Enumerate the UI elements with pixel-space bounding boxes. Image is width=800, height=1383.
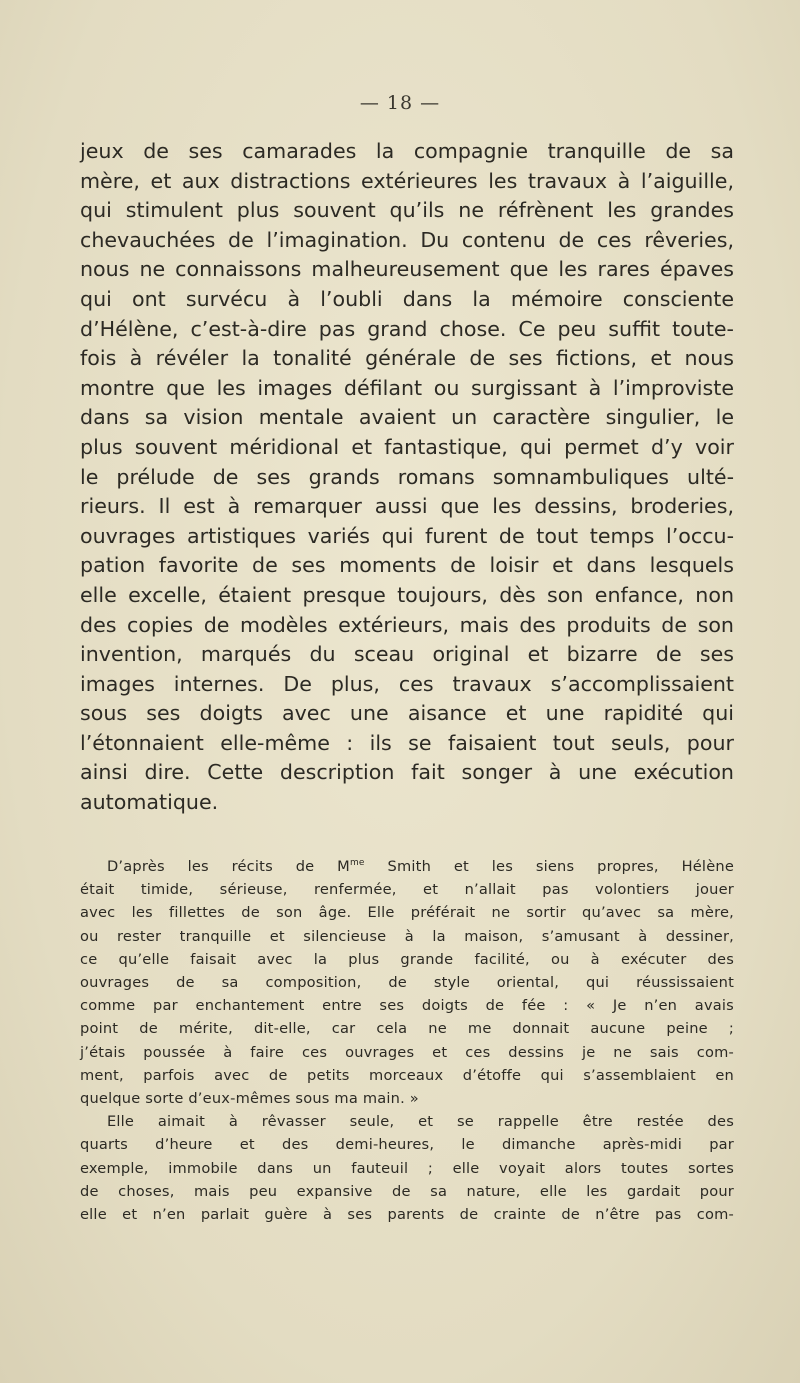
text-line: nous ne connaissons malheureusement que les rares épaves — [80, 257, 734, 282]
text-line: d’Hélène, c’est-à-dire pas grand chose. Ce peu suffit toute- — [80, 316, 734, 341]
quote-line: avec les fillettes de son âge. Elle préférait ne sortir qu’avec sa mère, — [80, 904, 734, 922]
text-line: plus souvent méridional et fantastique, qui permet d’y voir — [80, 434, 734, 459]
text-line: l’étonnaient elle-même : ils se faisaient tout seuls, pour — [80, 730, 734, 755]
text-line: ainsi dire. Cette description fait songer à une exécution — [80, 760, 734, 785]
text-line: montre que les images défilant ou surgissant à l’improviste — [80, 375, 734, 400]
quote-line: j’étais poussée à faire ces ouvrages et ces dessins je ne sais com- — [80, 1043, 734, 1061]
text-line: mère, et aux distractions extérieures les travaux à l’aiguille, — [80, 168, 734, 193]
text-line: fois à révéler la tonalité générale de ses fictions, et nous — [80, 346, 734, 371]
quote-line: quarts d’heure et des demi-heures, le dimanche après-midi par — [80, 1136, 734, 1154]
quote-line: exemple, immobile dans un fauteuil ; elle voyait alors toutes sortes — [80, 1159, 734, 1177]
text-line: le prélude de ses grands romans somnambuliques ulté- — [80, 464, 734, 489]
quote-line: ment, parfois avec de petits morceaux d’étoffe qui s’assemblaient en — [80, 1066, 734, 1084]
quote-line: comme par enchantement entre ses doigts de fée : « Je n’en avais — [80, 997, 734, 1015]
text-line: automatique. — [80, 790, 219, 815]
text-line: elle excelle, étaient presque toujours, dès son enfance, non — [80, 582, 734, 607]
text-line: qui ont survécu à l’oubli dans la mémoire consciente — [80, 286, 734, 311]
quote-line: Elle aimait à rêvasser seule, et se rappelle être restée des — [107, 1113, 734, 1131]
quote-suffix: Smith et les siens propres, Hélène — [364, 858, 734, 875]
text-line: chevauchées de l’imagination. Du contenu de ces rêveries, — [80, 227, 734, 252]
text-line: ouvrages artistiques variés qui furent de tout temps l’occu- — [80, 523, 734, 548]
quote-line: quelque sorte d’eux-mêmes sous ma main. » — [80, 1090, 419, 1108]
superscript: me — [349, 858, 365, 869]
text-line: rieurs. Il est à remarquer aussi que les dessins, broderies, — [80, 494, 734, 519]
text-line: des copies de modèles extérieurs, mais des produits de son — [80, 612, 734, 637]
text-line: images internes. De plus, ces travaux s’accomplissaient — [80, 671, 734, 696]
text-line: jeux de ses camarades la compagnie tranquille de sa — [80, 139, 734, 163]
text-line: dans sa vision mentale avaient un caractère singulier, le — [80, 405, 734, 430]
quote-first-line — [80, 855, 734, 878]
text-line: invention, marqués du sceau original et bizarre de ses — [80, 642, 734, 667]
quote-line: point de mérite, dit-elle, car cela ne me donnait aucune peine ; — [80, 1020, 734, 1038]
quote-line: ou rester tranquille et silencieuse à la maison, s’amusant à dessiner, — [80, 927, 734, 945]
quoted-account — [80, 855, 734, 1226]
main-paragraph — [80, 137, 734, 818]
quote-line: de choses, mais peu expansive de sa nature, elle les gardait pour — [80, 1182, 734, 1200]
quote-line: ce qu’elle faisait avec la plus grande facilité, ou à exécuter des — [80, 950, 734, 968]
quote-line: ouvrages de sa composition, de style oriental, qui réussissaient — [80, 974, 734, 992]
quote-line: elle et n’en parlait guère à ses parents de crainte de n’être pas com- — [80, 1206, 734, 1224]
page-number: — 18 — — [359, 92, 441, 114]
text-line: pation favorite de ses moments de loisir et dans lesquels — [80, 553, 734, 578]
text-line: qui stimulent plus souvent qu’ils ne réfrènent les grandes — [80, 198, 734, 223]
text-line: sous ses doigts avec une aisance et une rapidité qui — [80, 701, 734, 726]
quote-line: était timide, sérieuse, renfermée, et n’allait pas volontiers jouer — [80, 881, 734, 899]
quote-prefix: D’après les récits de M — [107, 858, 350, 875]
